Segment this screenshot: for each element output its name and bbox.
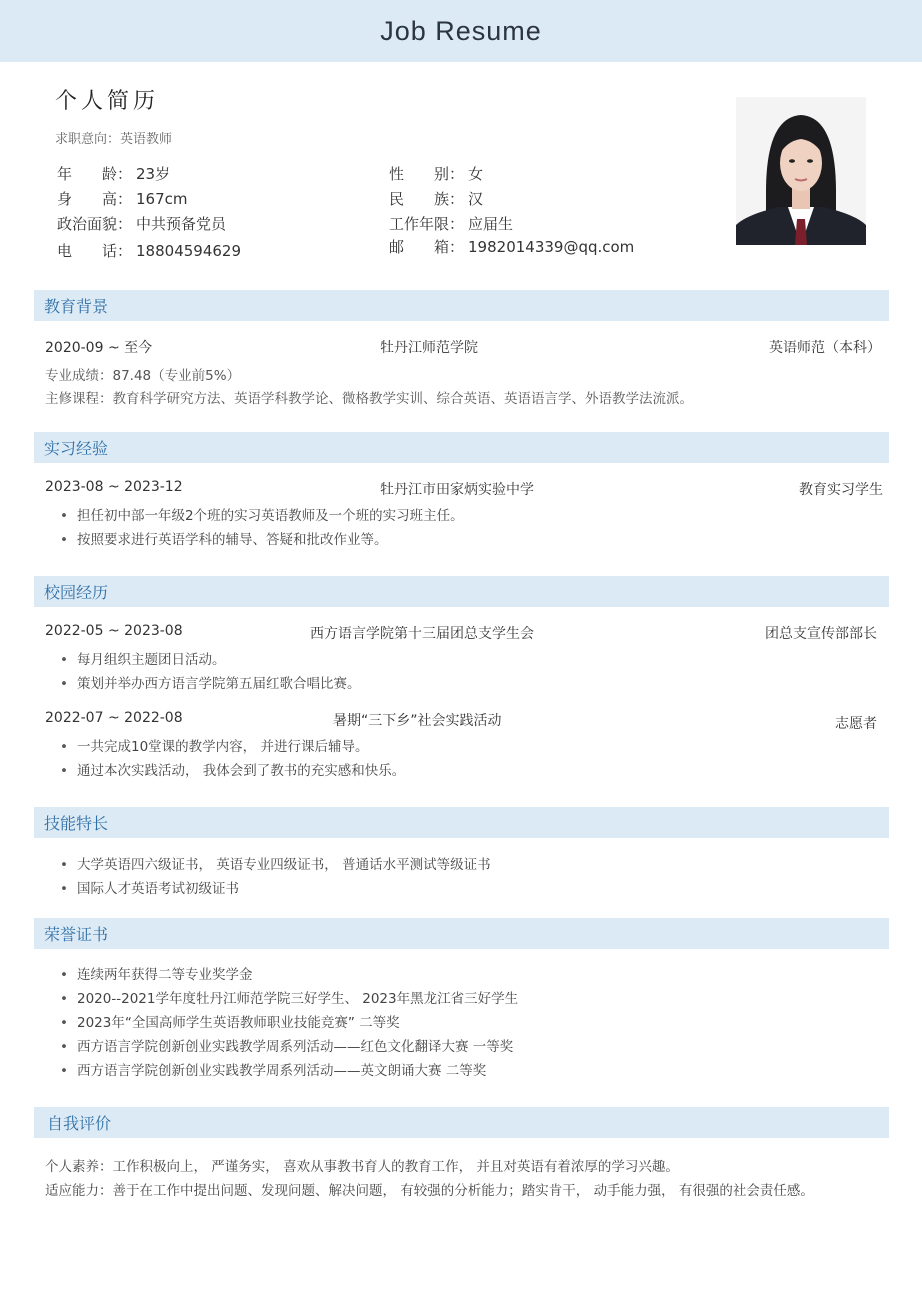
list-item: • 2023年“全国高师学生英语教师职业技能竞赛” 二等奖 xyxy=(60,1011,518,1035)
section-education-header xyxy=(34,290,889,321)
banner xyxy=(0,0,922,62)
list-item: • 连续两年获得二等专业奖学金 xyxy=(60,963,518,987)
list-item: • 一共完成10堂课的教学内容， 并进行课后辅导。 xyxy=(60,735,405,759)
list-item: • 西方语言学院创新创业实践教学周系列活动——红色文化翻译大赛 一等奖 xyxy=(60,1035,518,1059)
education-gpa: 专业成绩：87.48（专业前5%） xyxy=(45,368,241,384)
internship-role: 教育实习学生 xyxy=(799,482,883,498)
info-label: 民 族： xyxy=(389,190,465,208)
list-item: • 西方语言学院创新创业实践教学周系列活动——英文朗诵大赛 二等奖 xyxy=(60,1059,518,1083)
info-value: 1982014339@qq.com xyxy=(468,238,635,256)
education-row xyxy=(45,337,883,357)
education-school: 牡丹江师范学院 xyxy=(380,340,478,356)
section-title: 荣誉证书 xyxy=(44,925,109,944)
info-politics xyxy=(57,213,226,234)
info-label: 政治面貌： xyxy=(57,215,133,233)
info-value: 应届生 xyxy=(468,215,514,233)
section-self-eval-header xyxy=(34,1107,889,1138)
info-value: 167cm xyxy=(136,190,188,208)
honors-list xyxy=(60,963,518,1083)
info-label: 性 别： xyxy=(389,165,465,183)
info-value: 18804594629 xyxy=(136,242,241,260)
info-label: 身 高： xyxy=(57,190,133,208)
info-phone xyxy=(57,240,241,261)
list-item: • 大学英语四六级证书， 英语专业四级证书， 普通话水平测试等级证书 xyxy=(60,853,491,877)
education-date: 2020-09 ~ 至今 xyxy=(45,340,153,356)
info-label: 工作年限： xyxy=(389,215,465,233)
list-item: • 按照要求进行英语学科的辅导、答疑和批改作业等。 xyxy=(60,528,464,552)
list-item: • 2020--2021学年度牡丹江师范学院三好学生、 2023年黑龙江省三好学生 xyxy=(60,987,518,1011)
self-eval-line: 个人素养：工作积极向上， 严谨务实， 喜欢从事教书育人的教育工作， 并且对英语有着浓厚的学习兴趣。 xyxy=(45,1159,679,1175)
campus-role: 团总支宣传部部长 xyxy=(765,626,877,642)
self-eval-line: 适应能力：善于在工作中提出问题、发现问题、解决问题， 有较强的分析能力；踏实肯干， 动手能力强， 有很强的社会责任感。 xyxy=(45,1183,814,1199)
info-value: 汉 xyxy=(468,190,484,208)
campus-list-1 xyxy=(60,648,361,696)
info-email xyxy=(389,236,634,257)
campus-row-2 xyxy=(45,710,883,730)
info-label: 年 龄： xyxy=(57,165,133,183)
section-campus-header xyxy=(34,576,889,607)
section-skills-header xyxy=(34,807,889,838)
section-title: 技能特长 xyxy=(44,814,109,833)
section-title: 校园经历 xyxy=(44,583,109,602)
info-label: 邮 箱： xyxy=(389,238,465,256)
campus-list-2 xyxy=(60,735,405,783)
campus-org: 西方语言学院第十三届团总支学生会 xyxy=(310,626,534,642)
internship-date: 2023-08 ~ 2023-12 xyxy=(45,479,183,495)
section-honors-header xyxy=(34,918,889,949)
info-height xyxy=(57,188,188,209)
section-title: 实习经验 xyxy=(44,439,109,458)
portrait-photo xyxy=(736,97,866,245)
section-title: 教育背景 xyxy=(44,297,109,316)
internship-list xyxy=(60,504,464,552)
job-intent: 求职意向：英语教师 xyxy=(55,132,173,147)
list-item: • 国际人才英语考试初级证书 xyxy=(60,877,491,901)
campus-date: 2022-05 ~ 2023-08 xyxy=(45,623,183,639)
section-internship-header xyxy=(34,432,889,463)
list-item: • 每月组织主题团日活动。 xyxy=(60,648,361,672)
campus-date: 2022-07 ~ 2022-08 xyxy=(45,710,183,726)
education-courses: 主修课程：教育科学研究方法、英语学科教学论、微格教学实训、综合英语、英语语言学、外语教学法流派。 xyxy=(45,391,693,407)
internship-row xyxy=(45,479,883,499)
list-item: • 担任初中部一年级2个班的实习英语教师及一个班的实习班主任。 xyxy=(60,504,464,528)
skills-list xyxy=(60,853,491,901)
portrait-illustration xyxy=(736,97,866,245)
campus-row-1 xyxy=(45,623,883,643)
info-value: 中共预备党员 xyxy=(136,215,227,233)
campus-role: 志愿者 xyxy=(835,716,877,732)
info-age xyxy=(57,163,170,184)
info-value: 23岁 xyxy=(136,165,171,183)
info-gender xyxy=(389,163,483,184)
section-title: 自我评价 xyxy=(47,1114,112,1133)
info-years xyxy=(389,213,513,234)
list-item: • 通过本次实践活动， 我体会到了教书的充实感和快乐。 xyxy=(60,759,405,783)
info-ethnicity xyxy=(389,188,483,209)
info-value: 女 xyxy=(468,165,484,183)
page-title: 个人简历 xyxy=(55,89,160,114)
internship-org: 牡丹江市田家炳实验中学 xyxy=(380,482,534,498)
campus-org: 暑期“三下乡”社会实践活动 xyxy=(333,713,502,729)
banner-title: Job Resume xyxy=(380,15,542,46)
info-label: 电 话： xyxy=(57,242,133,260)
education-major: 英语师范（本科） xyxy=(769,340,881,356)
list-item: • 策划并举办西方语言学院第五届红歌合唱比赛。 xyxy=(60,672,361,696)
